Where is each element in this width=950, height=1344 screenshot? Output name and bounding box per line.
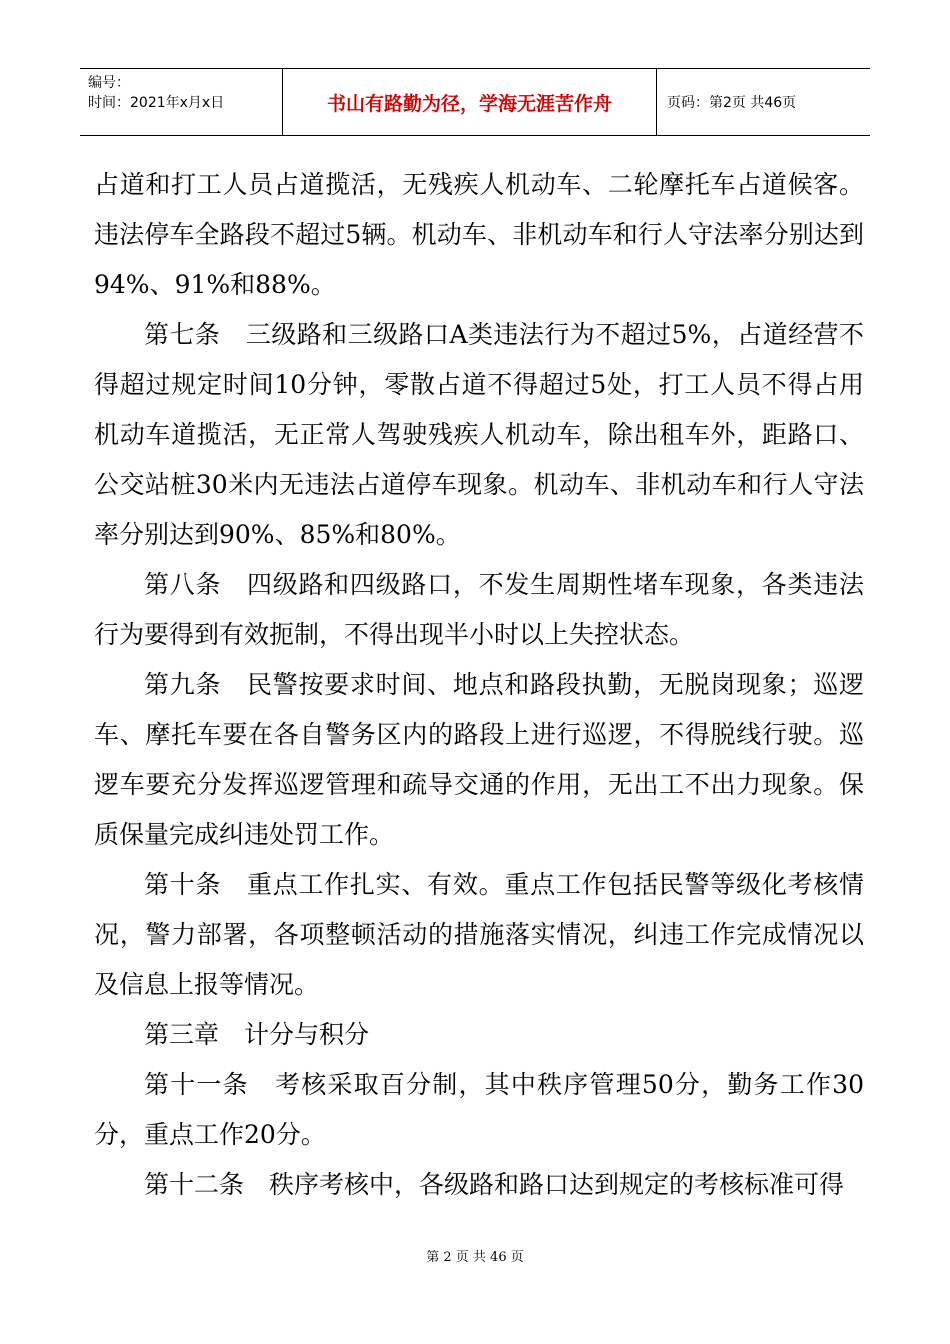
paragraph: 第八条 四级路和四级路口，不发生周期性堵车现象，各类违法行为要得到有效扼制，不得出现半小时以上失控状态。 (94, 570, 864, 649)
document-body (94, 160, 864, 1210)
paragraph: 第十条 重点工作扎实、有效。重点工作包括民警等级化考核情况，警力部署，各项整顿活动的措施落实情况，纠违工作完成情况以及信息上报等情况。 (94, 870, 864, 999)
chapter-heading: 第三章 计分与积分 (144, 1020, 370, 1049)
paragraph: 占道和打工人员占道揽活，无残疾人机动车、二轮摩托车占道候客。违法停车全路段不超过5辆。机动车、非机动车和行人守法率分别达到94%、91%和88%。 (94, 170, 864, 299)
header-motto: 书山有路勤为径，学海无涯苦作舟 (283, 69, 657, 135)
paragraph: 第十二条 秩序考核中，各级路和路口达到规定的考核标准可得 (144, 1170, 845, 1199)
page-footer: 第 2 页 共 46 页 (426, 1250, 524, 1265)
doc-number-label: 编号： (88, 75, 130, 91)
paragraph: 第十一条 考核采取百分制，其中秩序管理50分，勤务工作30分，重点工作20分。 (94, 1070, 864, 1149)
paragraph: 第九条 民警按要求时间、地点和路段执勤，无脱岗现象；巡逻车、摩托车要在各自警务区内的路段上进行巡逻，不得脱线行驶。巡逻车要充分发挥巡逻管理和疏导交通的作用，无出工不出力现象。保质保量完成纠违处罚工作。 (94, 670, 864, 849)
doc-date: 时间：2021年x月x日 (88, 95, 225, 111)
header-meta (80, 69, 283, 135)
paragraph: 第七条 三级路和三级路口A类违法行为不超过5%，占道经营不得超过规定时间10分钟，零散占道不得超过5处，打工人员不得占用机动车道揽活，无正常人驾驶残疾人机动车，除出租车外，距路口、公交站桩30米内无违法占道停车现象。机动车、非机动车和行人守法率分别达到90%、85%和80%。 (94, 320, 864, 549)
page-header (80, 68, 870, 136)
header-page-info (657, 69, 870, 135)
page-info-text: 页码：第2页 共46页 (667, 95, 797, 111)
